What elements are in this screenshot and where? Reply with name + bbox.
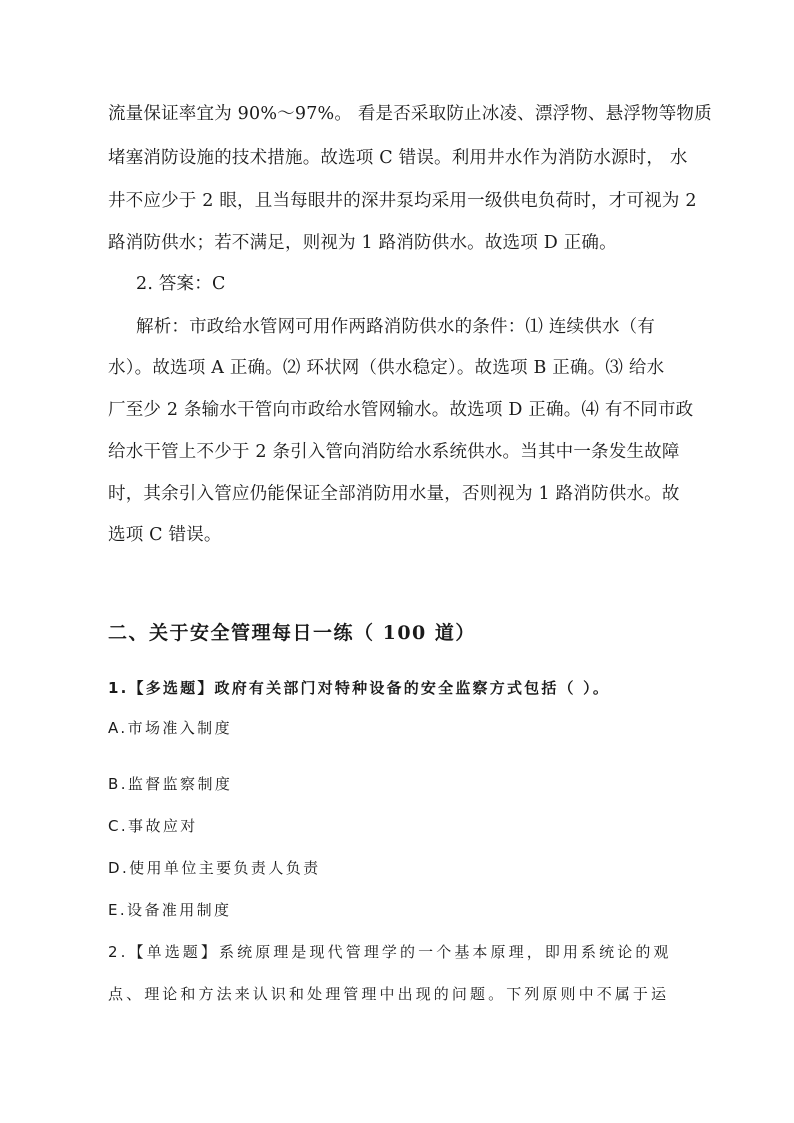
question-line: 2.【单选题】系统原理是现代管理学的一个基本原理，即用系统论的观 <box>108 943 672 961</box>
analysis-line: 时，其余引入管应仍能保证全部消防用水量，否则视为 1 路消防供水。故 <box>108 484 680 504</box>
option-a: A.市场准入制度 <box>108 719 232 737</box>
paragraph-line: 流量保证率宜为 90%～97%。 看是否采取防止冰凌、漂浮物、悬浮物等物质 <box>108 104 712 124</box>
option-b: B.监督监察制度 <box>108 775 233 793</box>
section-heading: 二、关于安全管理每日一练（ 100 道） <box>108 622 476 644</box>
question-line: 点、理论和方法来认识和处理管理中出现的问题。下列原则中不属于运 <box>108 985 670 1003</box>
option-e: E.设备准用制度 <box>108 901 232 919</box>
paragraph-line: 路消防供水；若不满足，则视为 1 路消防供水。故选项 D 正确。 <box>108 233 617 253</box>
analysis-line: 厂至少 2 条输水干管向市政给水管网输水。故选项 D 正确。⑷ 有不同市政 <box>108 400 694 420</box>
paragraph-line: 堵塞消防设施的技术措施。故选项 C 错误。利用井水作为消防水源时， 水 <box>108 148 688 168</box>
option-c: C.事故应对 <box>108 817 198 835</box>
analysis-line: 给水干管上不少于 2 条引入管向消防给水系统供水。当其中一条发生故障 <box>108 442 680 462</box>
option-d: D.使用单位主要负责人负责 <box>108 859 321 877</box>
analysis-line: 选项 C 错误。 <box>108 525 222 545</box>
analysis-line: 水）。故选项 A 正确。⑵ 环状网（供水稳定）。故选项 B 正确。⑶ 给水 <box>108 358 665 378</box>
question-title: 1.【多选题】政府有关部门对特种设备的安全监察方式包括（ ）。 <box>108 679 611 697</box>
paragraph-line: 井不应少于 2 眼，且当每眼井的深井泵均采用一级供电负荷时，才可视为 2 <box>108 191 697 211</box>
answer-label: 2. 答案：C <box>136 274 226 294</box>
analysis-line: 解析：市政给水管网可用作两路消防供水的条件：⑴ 连续供水（有 <box>136 317 656 337</box>
